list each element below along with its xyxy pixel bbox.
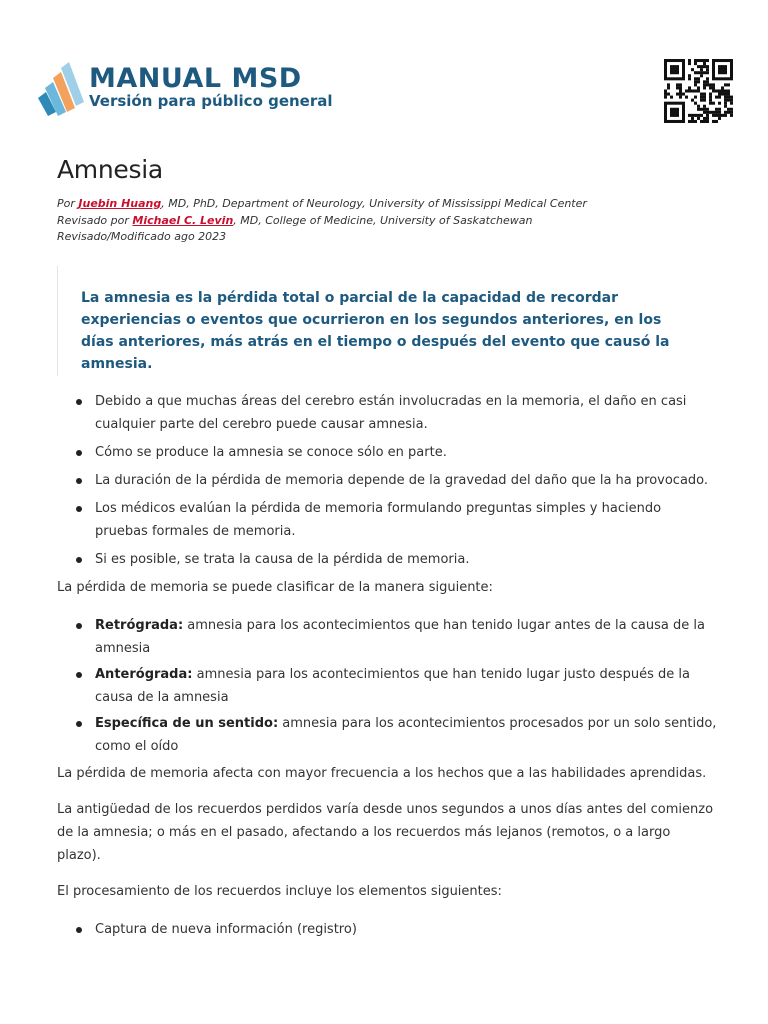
type-desc: amnesia para los acontecimientos que han tenido lugar justo después de la causa de la amnesia xyxy=(95,667,690,705)
article-body xyxy=(57,390,717,941)
type-term: Específica de un sentido: xyxy=(95,716,279,731)
page-title: Amnesia xyxy=(57,155,163,184)
bullet-icon xyxy=(76,478,82,484)
bullet-icon xyxy=(76,506,82,512)
author-line xyxy=(57,196,587,213)
list-item: La duración de la pérdida de memoria depende de la gravedad del daño que la ha provocado. xyxy=(57,469,717,492)
processing-list xyxy=(57,918,717,941)
bullet-icon xyxy=(76,672,82,678)
bullet-icon xyxy=(76,927,82,933)
reviewer-line xyxy=(57,213,587,230)
key-points-list xyxy=(57,390,717,571)
msd-manual-logo-icon[interactable] xyxy=(36,62,86,116)
author-prefix: Por xyxy=(57,197,75,210)
summary-text: La amnesia es la pérdida total o parcial de la capacidad de recordar experiencias o eventos que ocurrieron en los segundos anteriores, en los días anteriores, más atrás en el tiempo o después del evento que causó la amnesia. xyxy=(81,290,670,372)
brand-title[interactable]: MANUAL MSD xyxy=(89,63,302,94)
bullet-icon xyxy=(76,399,82,405)
type-desc: amnesia para los acontecimientos que han tenido lugar antes de la causa de la amnesia xyxy=(95,618,705,656)
type-desc: amnesia para los acontecimientos procesados por un solo sentido, como el oído xyxy=(95,716,717,754)
author-credentials: , MD, PhD, Department of Neurology, University of Mississippi Medical Center xyxy=(161,197,587,210)
list-item: Debido a que muchas áreas del cerebro están involucradas en la memoria, el daño en casi cualquier parte del cerebro puede causar amnesia. xyxy=(57,390,717,436)
list-item: Captura de nueva información (registro) xyxy=(57,918,717,941)
author-link[interactable]: Juebin Huang xyxy=(78,197,162,210)
summary-box xyxy=(57,266,698,376)
list-item: Cómo se produce la amnesia se conoce sólo en parte. xyxy=(57,441,717,464)
reviewer-credentials: , MD, College of Medicine, University of Saskatchewan xyxy=(233,213,533,227)
bullet-icon xyxy=(76,721,82,727)
brand-subtitle: Versión para público general xyxy=(89,92,333,110)
site-header xyxy=(36,60,736,130)
list-item: Si es posible, se trata la causa de la pérdida de memoria. xyxy=(57,548,717,571)
type-term: Retrógrada: xyxy=(95,618,184,633)
classification-intro: La pérdida de memoria se puede clasificar de la manera siguiente: xyxy=(57,580,493,595)
list-item xyxy=(57,614,717,660)
list-item xyxy=(57,663,717,709)
paragraph-frequency: La pérdida de memoria afecta con mayor frecuencia a los hechos que a las habilidades aprendidas. xyxy=(57,766,707,781)
bullet-icon xyxy=(76,557,82,563)
processing-intro: El procesamiento de los recuerdos incluye los elementos siguientes: xyxy=(57,884,502,899)
list-item: Los médicos evalúan la pérdida de memoria formulando preguntas simples y haciendo pruebas formales de memoria. xyxy=(57,497,717,543)
type-term: Anterógrada: xyxy=(95,667,193,682)
bullet-icon xyxy=(76,623,82,629)
reviewer-prefix: Revisado por xyxy=(57,213,129,227)
list-item xyxy=(57,712,717,758)
qr-code-icon xyxy=(664,59,733,123)
byline xyxy=(57,196,587,246)
paragraph-age: La antigüedad de los recuerdos perdidos varía desde unos segundos a unos días antes del comienzo de la amnesia; o más en el pasado, afectando a los recuerdos más lejanos (remotos, o a largo plazo). xyxy=(57,802,714,863)
revised-date: Revisado/Modificado ago 2023 xyxy=(57,230,227,243)
reviewer-link[interactable]: Michael C. Levin xyxy=(132,213,234,227)
bullet-icon xyxy=(76,450,82,456)
amnesia-types-list xyxy=(57,614,717,758)
